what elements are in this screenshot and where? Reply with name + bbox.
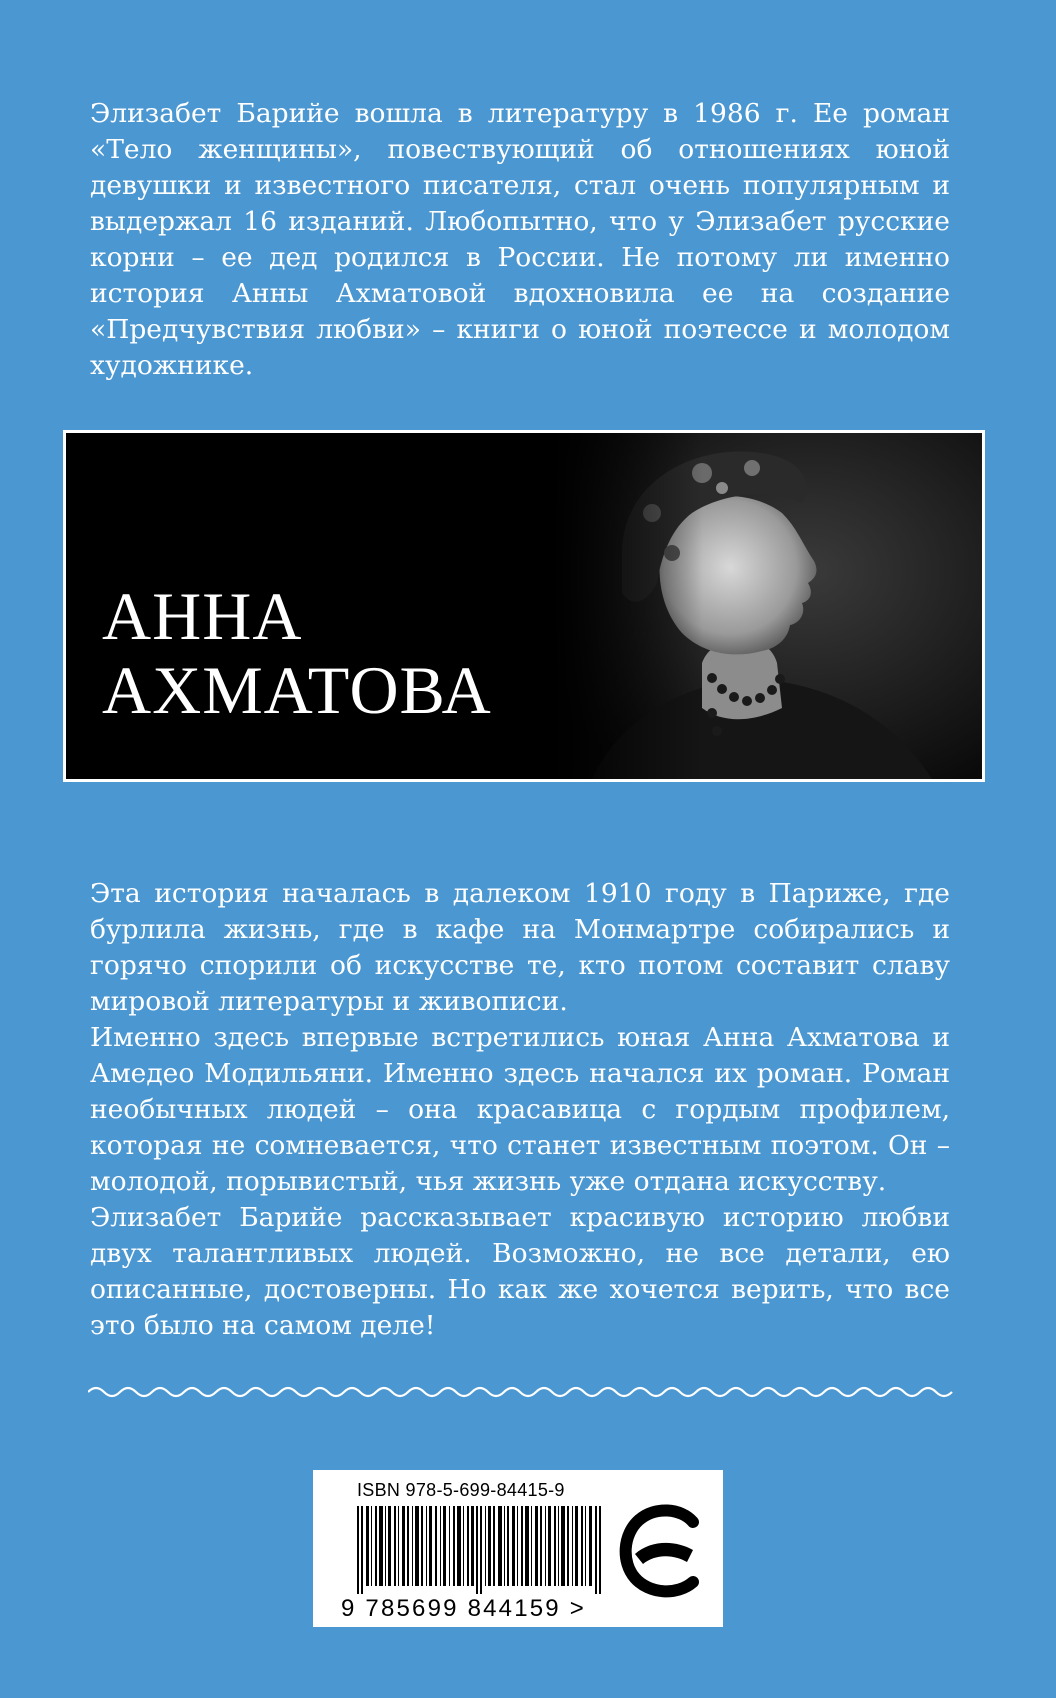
- title-line-first: АННА: [102, 578, 303, 654]
- author-name-title: [102, 579, 492, 727]
- barcode-image: [357, 1506, 603, 1594]
- isbn-label: ISBN 978-5-699-84415-9: [357, 1480, 565, 1500]
- story-paragraph: Именно здесь впервые встретились юная Анна Ахматова и Амедео Модильяни. Именно здесь начался их роман. Роман необычных людей – она красавица с гордым профилем, которая не сомневается, что станет известным поэтом. Он – молодой, порывистый, чья жизнь уже отдана искусству.: [90, 1022, 950, 1197]
- portrait-photo: [552, 433, 982, 779]
- barcode-panel: [313, 1470, 723, 1627]
- story-description: [90, 876, 950, 1344]
- wavy-divider: [88, 1380, 954, 1404]
- barcode-digits: 9 785699 844159 >: [341, 1595, 586, 1622]
- publisher-logo-icon: [615, 1500, 707, 1600]
- intro-paragraph: Элизабет Барийе вошла в литературу в 1986 г. Ее роман «Тело женщины», повествующий об отношениях юной девушки и известного писателя, стал очень популярным и выдержал 16 изданий. Любопытно, что у Элизабет русские корни – ее дед родился в России. Не потому ли именно история Анны Ахматовой вдохновила ее на создание «Предчувствия любви» – книги о юной поэтессе и молодом художнике.: [90, 98, 950, 381]
- story-paragraph: Эта история началась в далеком 1910 году в Париже, где бурлила жизнь, где в кафе на Монмартре собирались и горячо спорили об искусстве те, кто потом составит славу мировой литературы и живописи.: [90, 878, 950, 1017]
- title-line-last: АХМАТОВА: [102, 652, 492, 728]
- story-paragraph: Элизабет Барийе рассказывает красивую историю любви двух талантливых людей. Возможно, не все детали, ею описанные, достоверны. Но как же хочется верить, что все это было на самом деле!: [90, 1202, 950, 1341]
- title-banner: [63, 430, 985, 782]
